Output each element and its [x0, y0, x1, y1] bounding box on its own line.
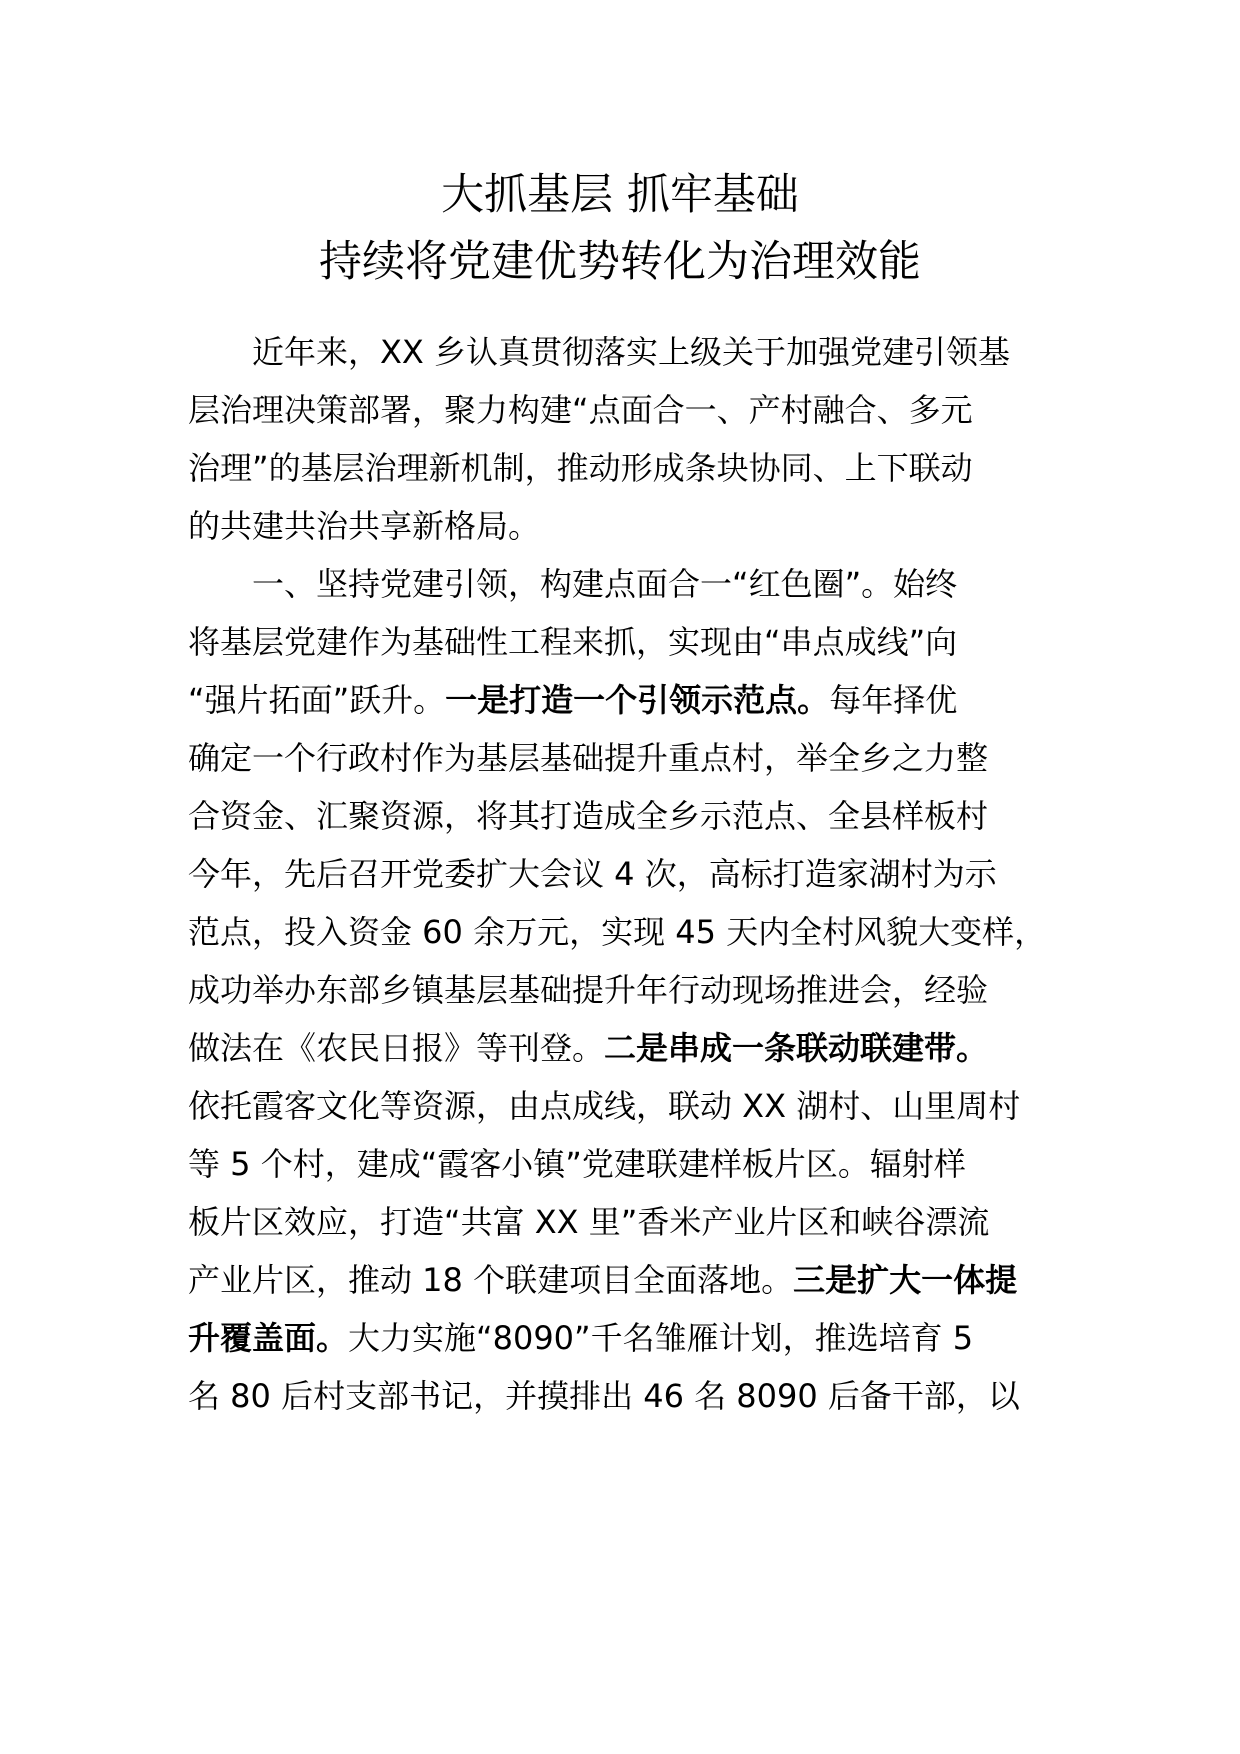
- paragraph-2-line-12: 板片区效应，打造“共富 XX 里”香米产业片区和峡谷漂流: [188, 1203, 990, 1241]
- paragraph-2-line-6: 今年，先后召开党委扩大会议 4 次，高标打造家湖村为示: [188, 855, 997, 893]
- paragraph-2-line-7: 范点，投入资金 60 余万元，实现 45 天内全村风貌大变样，: [188, 913, 1047, 951]
- paragraph-1-line-1: 近年来，XX 乡认真贯彻落实上级关于加强党建引领基: [252, 333, 1011, 371]
- paragraph-2-line-15: 名 80 后村支部书记，并摸排出 46 名 8090 后备干部，以: [188, 1377, 1020, 1415]
- paragraph-2-line-1: 一、坚持党建引领，构建点面合一“红色圈”。始终: [252, 565, 958, 603]
- paragraph-2-line-14: [188, 1316, 1088, 1360]
- paragraph-2-heading-3-end: 升覆盖面。: [188, 1319, 349, 1357]
- document-title-line-1: 大抓基层 抓牢基础: [441, 170, 799, 220]
- paragraph-2-heading-3-start: 三是扩大一体提: [793, 1261, 1018, 1299]
- paragraph-2-line-3: [188, 678, 1088, 722]
- document-title-line-2: 持续将党建优势转化为治理效能: [319, 237, 921, 287]
- paragraph-2-line-4: 确定一个行政村作为基层基础提升重点村，举全乡之力整: [188, 739, 989, 777]
- paragraph-2-line-5: 合资金、汇聚资源，将其打造成全乡示范点、全县样板村: [188, 797, 989, 835]
- paragraph-2-line-3-text: “强片拓面”跃升。: [188, 681, 446, 719]
- paragraph-1-line-4: 的共建共治共享新格局。: [188, 507, 541, 545]
- paragraph-2-line-3-tail: 每年择优: [829, 681, 958, 719]
- paragraph-2-line-13: [188, 1258, 1088, 1302]
- paragraph-2-line-8: 成功举办东部乡镇基层基础提升年行动现场推进会，经验: [188, 971, 989, 1009]
- paragraph-2-line-9-text: 做法在《农民日报》等刊登。: [188, 1029, 605, 1067]
- paragraph-2-line-9: [188, 1026, 1088, 1070]
- paragraph-1-line-3: 治理”的基层治理新机制，推动形成条块协同、上下联动: [188, 449, 973, 487]
- paragraph-1-line-2: 层治理决策部署，聚力构建“点面合一、产村融合、多元: [188, 391, 973, 429]
- paragraph-2-heading-1: 一是打造一个引领示范点。: [445, 681, 830, 719]
- paragraph-2-heading-2: 二是串成一条联动联建带。: [604, 1029, 989, 1067]
- paragraph-2-line-2: 将基层党建作为基础性工程来抓，实现由“串点成线”向: [188, 623, 958, 661]
- paragraph-2-line-14-text: 大力实施“8090”千名雏雁计划，推选培育 5: [348, 1319, 974, 1357]
- paragraph-2-line-13-text: 产业片区，推动 18 个联建项目全面落地。: [188, 1261, 794, 1299]
- paragraph-2-line-11: 等 5 个村，建成“霞客小镇”党建联建样板片区。辐射样: [188, 1145, 966, 1183]
- paragraph-2-line-10: 依托霞客文化等资源，由点成线，联动 XX 湖村、山里周村: [188, 1087, 1021, 1125]
